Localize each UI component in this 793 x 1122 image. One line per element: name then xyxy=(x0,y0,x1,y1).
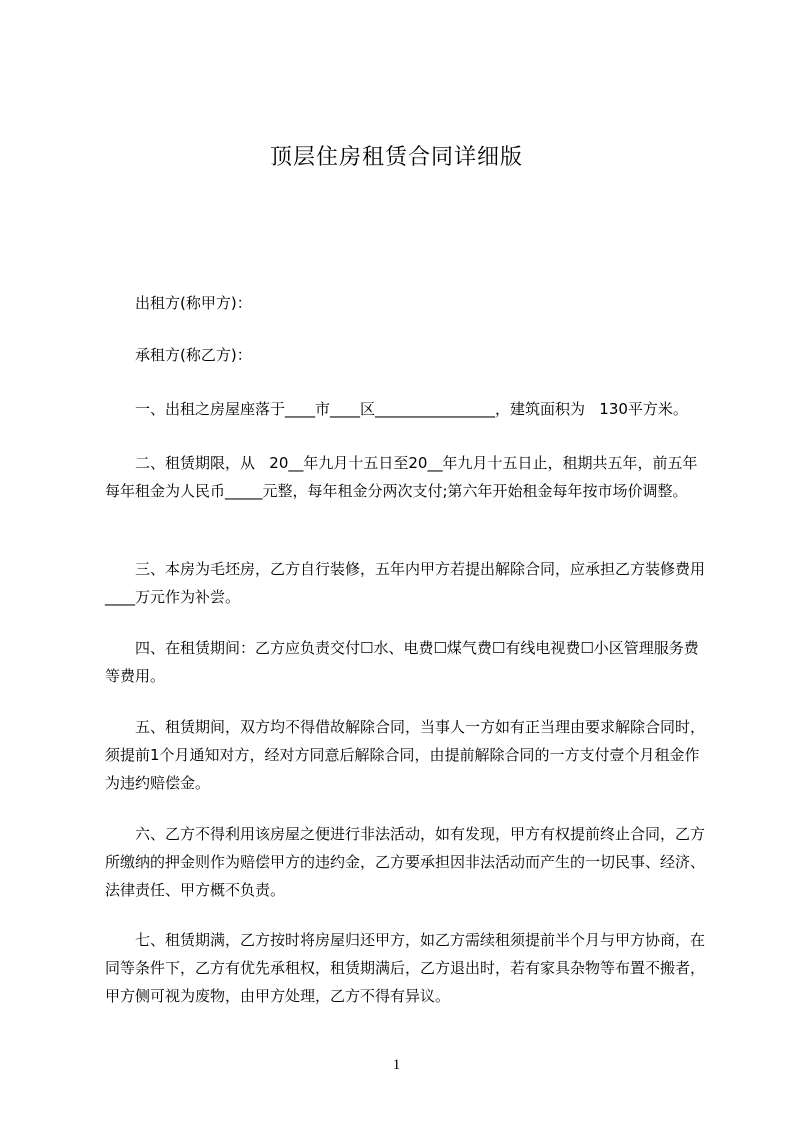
lessee-line: 承租方(称乙方)： xyxy=(135,346,252,364)
lessor-line: 出租方(称甲方)： xyxy=(135,294,252,312)
clause-6: 六、乙方不得利用该房屋之便进行非法活动，如有发现，甲方有权提前终止合同，乙方所缴纳的押金则作为赔偿甲方的违约金，乙方要承担因非法活动而产生的一切民事、经济、法律责任、甲方概不负责。 xyxy=(105,825,706,899)
clause-1: 一、出租之房屋座落于____市____区________________，建筑面积为 130平方米。 xyxy=(135,400,688,418)
clause-4: 四、在租赁期间：乙方应负责交付☐水、电费☐煤气费☐有线电视费☐小区管理服务费等费用。 xyxy=(105,639,699,685)
clause-2: 二、租赁期限，从 20__年九月十五日至20__年九月十五日止，租期共五年，前五年每年租金为人民币_____元整，每年租金分两次支付;第六年开始租金每年按市场价调整。 xyxy=(105,454,698,500)
clause-3: 三、本房为毛坯房，乙方自行装修，五年内甲方若提出解除合同，应承担乙方装修费用____万元作为补尝。 xyxy=(105,560,706,606)
clause-5: 五、租赁期间，双方均不得借故解除合同，当事人一方如有正当理由要求解除合同时，须提前1个月通知对方，经对方同意后解除合同，由提前解除合同的一方支付壹个月租金作为违约赔偿金。 xyxy=(105,718,706,792)
clause-7: 七、租赁期满，乙方按时将房屋归还甲方，如乙方需续租须提前半个月与甲方协商，在同等条件下，乙方有优先承租权，租赁期满后，乙方退出时，若有家具杂物等布置不搬者，甲方侧可视为废物，由甲方处理，乙方不得有异议。 xyxy=(105,931,706,1005)
document-title: 顶层住房租赁合同详细版 xyxy=(269,145,523,170)
page-number: 1 xyxy=(392,1057,401,1073)
